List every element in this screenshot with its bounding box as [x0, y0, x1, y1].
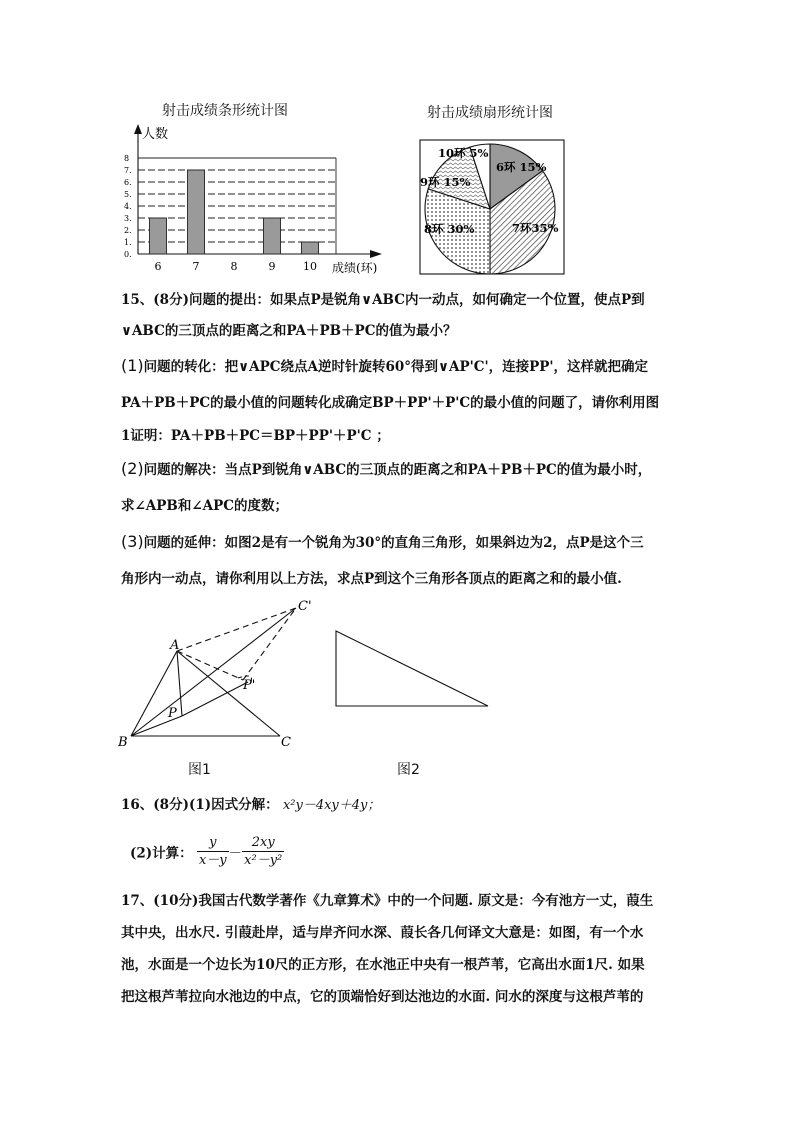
geometry-figures — [110, 598, 530, 758]
q17-line1: 17、(10分)我国古代数学著作《九章算术》中的一个问题. 原文是：今有池方一丈，葭生 — [121, 893, 654, 909]
q15-intro-line2: ∨ABC的三顶点的距离之和PA＋PB＋PC的值为最小？ — [121, 323, 457, 339]
segment-BCprime — [131, 608, 296, 736]
q15-part2-line2: 求∠APB和∠APC的度数； — [121, 498, 289, 514]
q17-line2: 其中央，出水尺. 引葭赴岸，适与岸齐问水深、葭长各几何译文大意是：如图，有一个水 — [121, 925, 644, 941]
bar — [264, 218, 281, 254]
label-C: C — [281, 735, 291, 750]
bar — [302, 242, 319, 254]
x-axis-label: 成绩(环) — [332, 261, 378, 275]
q16-expression: x²y－4xy＋4y； — [282, 798, 381, 813]
x-tick-label: 9 — [268, 260, 276, 273]
figure-2 — [336, 631, 488, 706]
pie-slice-label: 10环 5% — [438, 146, 489, 160]
segment-PPprime — [182, 682, 248, 716]
bar-chart — [120, 122, 400, 280]
y-tick-label: 0. — [124, 250, 132, 259]
fraction-2: $\frac{2xy}{\text{x²－y²}}$ — [244, 835, 283, 868]
pie-slice-label: 8环 30% — [424, 222, 475, 236]
q15-part1-line3: 1证明：PA＋PB＋PC＝BP＋PP'＋P'C ； — [121, 428, 390, 444]
q15-intro-line1: 15、(8分)问题的提出：如果点P是锐角∨ABC内一动点，如何确定一个位置，使点P到 — [121, 292, 645, 308]
pie-slice-label: 7环35% — [512, 221, 559, 235]
minus-sign: － — [228, 845, 243, 862]
y-tick-label: 8 — [124, 154, 130, 163]
y-tick-label: 5. — [124, 190, 132, 199]
bar — [150, 218, 167, 254]
q16-part2: (2)计算： $\frac{y}{x-y}$ － $\frac{2xy}{\text{x²－y²}}$ — [130, 835, 283, 868]
figure-1-caption: 图1 — [188, 762, 211, 778]
segment-AB — [131, 651, 177, 736]
q16-header: 16、(8分) — [121, 797, 189, 813]
y-tick-label: 3. — [124, 214, 132, 223]
bar-chart-title: 射击成绩条形统计图 — [162, 103, 288, 119]
q15-part1-line2: PA＋PB＋PC的最小值的问题转化成确定BP＋PP'＋P'C的最小值的问题了，请你利用图 — [121, 395, 660, 411]
pie-slice-label: 6环 15% — [496, 160, 547, 174]
q17-line3: 池，水面是一个边长为10尺的正方形，在水池正中央有一根芦苇，它高出水面1尺. 如果 — [121, 957, 645, 973]
y-axis-label: 人数 — [142, 127, 169, 142]
y-tick-label: 7. — [124, 166, 132, 175]
q15-part1-line1: (1)问题的转化：把∨APC绕点A逆时针旋转60°得到∨AP'C'，连接PP'，这样就把确定 — [121, 356, 649, 375]
segment-ACprime — [177, 608, 296, 651]
label-A: A — [170, 638, 180, 653]
segment-AP — [177, 651, 182, 716]
q17-line4: 把这根芦苇拉向水池边的中点，它的顶端恰好到达池边的水面. 问水的深度与这根芦苇的 — [121, 989, 644, 1005]
pie-chart-title: 射击成绩扇形统计图 — [427, 105, 553, 121]
segment-AC — [177, 651, 280, 736]
q15-part3-line1: (3)问题的延伸：如图2是有一个锐角为30°的直角三角形，如果斜边为2，点P是这个三 — [121, 532, 644, 551]
label-Pprime: P' — [243, 678, 256, 693]
pie-chart — [418, 138, 568, 278]
x-tick-label: 10 — [303, 260, 317, 273]
q16-part1: 16、(8分)(1)因式分解： x²y－4xy＋4y； — [121, 797, 381, 813]
x-tick-label: 8 — [230, 260, 238, 273]
figure-2-caption: 图2 — [397, 762, 420, 778]
figure-1 — [131, 608, 296, 736]
label-P: P — [168, 706, 177, 721]
y-axis-arrow — [134, 124, 142, 134]
label-B: B — [118, 735, 128, 750]
y-tick-label: 6. — [124, 178, 132, 187]
x-tick-label: 7 — [192, 260, 200, 273]
y-tick-label: 1. — [124, 238, 132, 247]
q15-header: 15、(8分) — [121, 292, 189, 308]
q15-part2-line1: (2)问题的解决：当点P到锐角∨ABC的三顶点的距离之和PA＋PB＋PC的值为最小时， — [121, 459, 652, 478]
segment-PprimeCprime — [243, 608, 296, 680]
pie-slice-label: 9环 15% — [420, 175, 471, 189]
label-Cprime: C' — [298, 599, 312, 614]
segment-APprime — [177, 651, 243, 680]
y-tick-label: 2. — [124, 226, 132, 235]
q17-header: 17、(10分) — [121, 893, 199, 909]
y-tick-label: 4. — [124, 202, 132, 211]
bar — [188, 170, 205, 254]
x-axis-arrow — [370, 250, 382, 258]
x-tick-label: 6 — [154, 260, 162, 273]
fraction-1: $\frac{y}{x-y}$ — [198, 835, 227, 868]
right-triangle — [336, 631, 488, 706]
q15-part3-line2: 角形内一动点，请你利用以上方法，求点P到这个三角形各顶点的距离之和的最小值. — [121, 571, 622, 587]
